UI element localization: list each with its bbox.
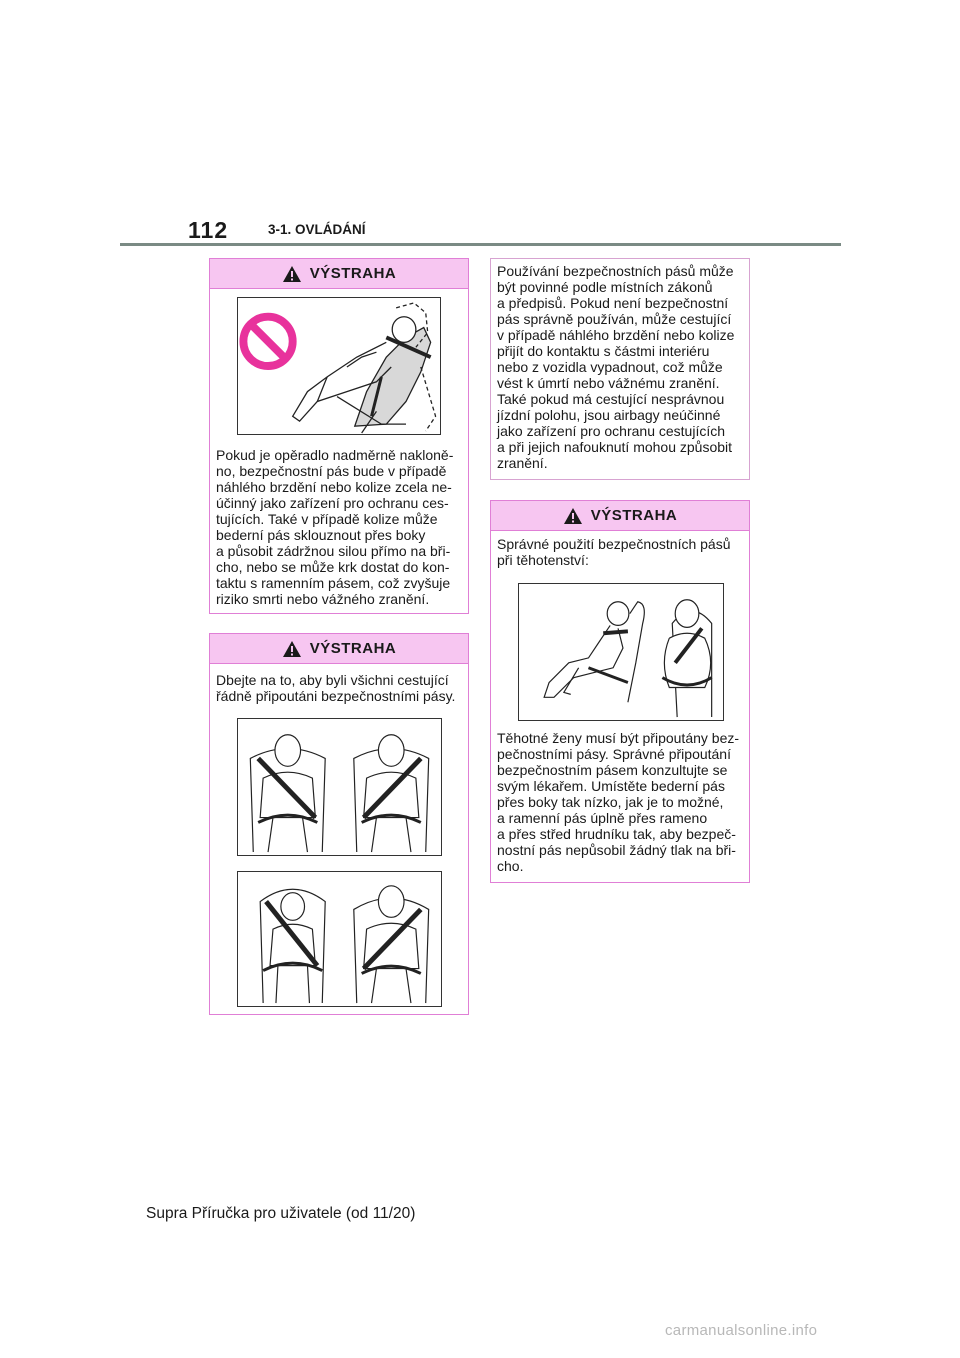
- info-text-line: přijít do kontaktu s částmi interiéru: [497, 343, 710, 359]
- warning-text-line: Těhotné ženy musí být připoutány bez-: [497, 730, 740, 746]
- page-number: 112: [188, 217, 229, 243]
- warning-title: VÝSTRAHA: [309, 265, 397, 282]
- warning-title: VÝSTRAHA: [590, 507, 678, 524]
- warning-text-line: bederní pás sklouznout přes boky: [216, 527, 426, 543]
- page-footer: Supra Příručka pro uživatele (od 11/20): [146, 1205, 416, 1222]
- warning-text-line: svým lékařem. Umístěte bederní pás: [497, 778, 725, 794]
- warning-triangle-icon: [282, 265, 302, 283]
- info-text-line: jízdní polohu, jsou airbagy neúčinné: [497, 407, 721, 423]
- warning-text-line: Dbejte na to, aby byli všichni cestující: [216, 672, 449, 688]
- warning-box-all-passengers: [209, 633, 469, 1015]
- pregnant-passenger-illustration: [518, 583, 724, 721]
- info-text-line: a při jejich nafouknutí mohou způsobit: [497, 439, 733, 455]
- warning-text-line: cho, nebo se může krk dostat do kon-: [216, 559, 450, 575]
- warning-text-line: při těhotenství:: [497, 552, 589, 568]
- info-text-line: v případě náhlého brzdění nebo kolize: [497, 327, 735, 343]
- warning-triangle-icon: [282, 640, 302, 658]
- warning-text-line: cho.: [497, 858, 524, 874]
- warning-text-line: a působit zádržnou silou přímo na bři-: [216, 543, 451, 559]
- section-title: 3-1. OVLÁDÁNÍ: [268, 222, 366, 237]
- warning-triangle-icon: [563, 507, 583, 525]
- warning-text-line: nostní pás nepůsobil žádný tlak na bři-: [497, 842, 736, 858]
- info-text-line: Používání bezpečnostních pásů může: [497, 263, 734, 279]
- info-text-line: vést k úmrtí nebo vážnému zranění.: [497, 375, 720, 391]
- info-text-line: nebo z vozidla vypadnout, což může: [497, 359, 723, 375]
- warning-box-pregnancy: [490, 500, 750, 883]
- reclined-seat-illustration: [237, 297, 441, 435]
- warning-text-line: pečnostními pásy. Správné připoutání: [497, 746, 731, 762]
- info-text-line: a předpisů. Pokud není bezpečnostní: [497, 295, 729, 311]
- warning-text-line: a ramenní pás úplně přes rameno: [497, 810, 708, 826]
- warning-text-line: účinný jako zařízení pro ochranu ces-: [216, 495, 449, 511]
- warning-text-line: Pokud je opěradlo nadměrně nakloně-: [216, 447, 454, 463]
- seated-passengers-illustration-top: [237, 718, 442, 856]
- warning-text-line: no, bezpečnostní pás bude v případě: [216, 463, 447, 479]
- warning-text-line: a přes střed hrudníku tak, aby bezpeč-: [497, 826, 736, 842]
- warning-text-line: řádně připoutáni bezpečnostními pásy.: [216, 688, 456, 704]
- warning-text-line: tujících. Také v případě kolize může: [216, 511, 438, 527]
- header-rule: [120, 243, 841, 246]
- warning-header: [491, 501, 749, 531]
- info-text-line: být povinné podle místních zákonů: [497, 279, 713, 295]
- warning-text-line: náhlého brzdění nebo kolize zcela ne-: [216, 479, 452, 495]
- warning-title: VÝSTRAHA: [309, 640, 397, 657]
- prohibited-icon: [243, 317, 292, 366]
- seated-passengers-illustration-bottom: [237, 871, 442, 1007]
- info-text-line: zranění.: [497, 455, 548, 471]
- warning-text-line: přes boky tak nízko, jak je to možné,: [497, 794, 724, 810]
- watermark: carmanualsonline.info: [665, 1322, 818, 1339]
- info-text-line: pás správně používán, může cestující: [497, 311, 732, 327]
- warning-text-line: bezpečnostním pásem konzultujte se: [497, 762, 728, 778]
- info-text-line: Také pokud má cestující nesprávnou: [497, 391, 725, 407]
- warning-header: [210, 259, 468, 289]
- warning-box-reclined-seat: [209, 258, 469, 614]
- warning-text-line: Správné použití bezpečnostních pásů: [497, 536, 731, 552]
- info-box-seatbelt-laws: [490, 258, 750, 480]
- warning-text-line: riziko smrti nebo vážného zranění.: [216, 591, 430, 607]
- info-text-line: jako zařízení pro ochranu cestujících: [497, 423, 726, 439]
- warning-text-line: taktu s ramenním pásem, což zvyšuje: [216, 575, 451, 591]
- warning-header: [210, 634, 468, 664]
